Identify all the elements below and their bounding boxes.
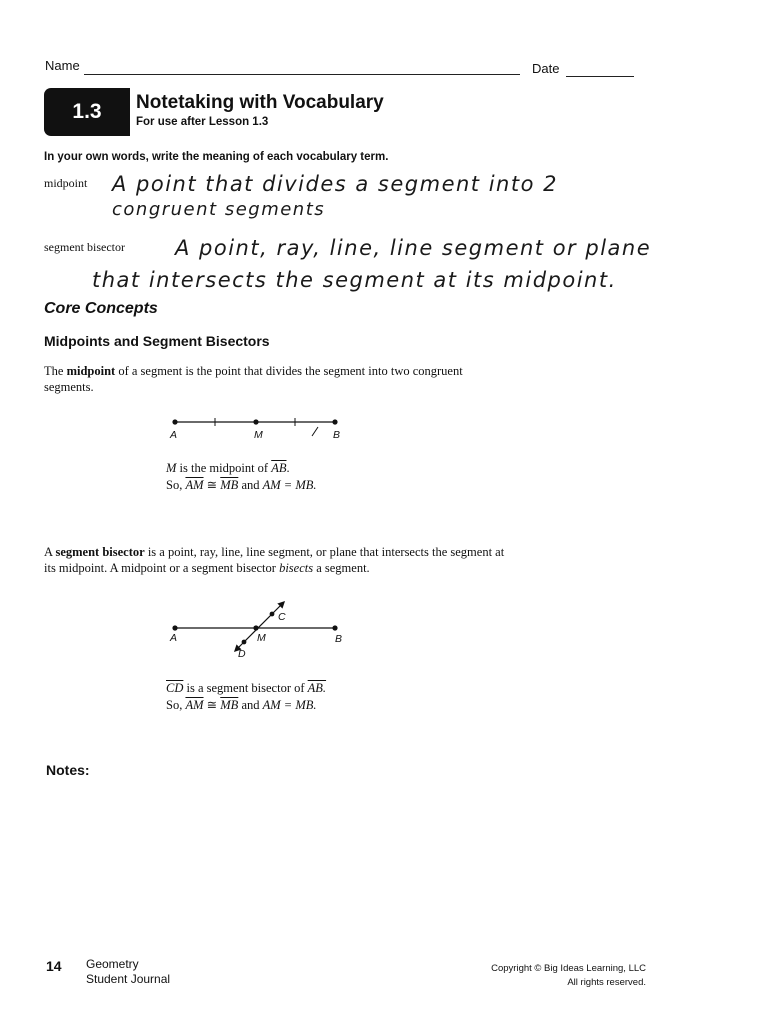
midpoint-definition: The midpoint of a segment is the point that divides the segment into two congruent segments.	[44, 364, 463, 394]
fig2-label-b: B	[335, 633, 343, 645]
segment-bisector-figure	[160, 596, 360, 666]
fig2-label-d: D	[238, 648, 246, 660]
copyright-line2: All rights reserved.	[567, 977, 646, 988]
core-concepts-heading: Core Concepts	[44, 300, 158, 317]
name-input-line	[84, 74, 520, 75]
fig1-label-b: B	[333, 429, 341, 441]
notes-label: Notes:	[46, 762, 90, 778]
fig2-label-m: M	[257, 632, 266, 644]
handwritten-answer-midpoint-line2: congruent segments	[112, 199, 326, 220]
handwritten-answer-bisector-line2: that intersects the segment at its midpoint.	[92, 268, 617, 292]
book-title-line1: Geometry	[86, 957, 139, 971]
book-title	[86, 957, 170, 987]
copyright-notice	[420, 962, 646, 990]
name-label: Name	[45, 58, 80, 73]
lesson-number-badge: 1.3	[44, 88, 130, 136]
page-number: 14	[46, 958, 62, 974]
fig1-label-m: M	[254, 429, 263, 441]
fig2-label-a: A	[170, 632, 178, 644]
fig2-caption: $\overline{CD}$ is a segment bisector of AB. So, $\overline{AM}$ ≅ $\overline{MB}$ and AM = MB.	[166, 681, 327, 712]
date-input-line	[566, 76, 634, 77]
lesson-title: Notetaking with Vocabulary	[136, 92, 384, 113]
segment-bisector-definition: A segment bisector is a point, ray, line, line segment, or plane that intersects the segment at its midpoint. A midpoint or a segment bisector bisects a segment.	[44, 545, 505, 575]
pencil-mark	[312, 427, 318, 436]
lesson-subtitle: For use after Lesson 1.3	[136, 116, 269, 128]
fig2-label-c: C	[278, 611, 286, 623]
handwritten-answer-bisector-line1: A point, ray, line, line segment or plane	[175, 236, 652, 260]
date-label: Date	[532, 61, 560, 76]
book-title-line2: Student Journal	[86, 972, 171, 986]
vocab-term-midpoint: midpoint	[44, 176, 88, 190]
copyright-line1: Copyright © Big Ideas Learning, LLC	[491, 963, 646, 974]
vocab-term-segment-bisector: segment bisector	[44, 240, 125, 254]
handwritten-answer-midpoint-line1: A point that divides a segment into 2	[112, 172, 558, 196]
instruction-text: In your own words, write the meaning of each vocabulary term.	[44, 151, 389, 163]
section-heading: Midpoints and Segment Bisectors	[44, 333, 270, 349]
fig1-label-a: A	[170, 429, 178, 441]
fig1-caption: M is the midpoint of $\overline{AB}$. So, $\overline{AM}$ ≅ $\overline{MB}$ and AM = MB.	[166, 461, 317, 492]
